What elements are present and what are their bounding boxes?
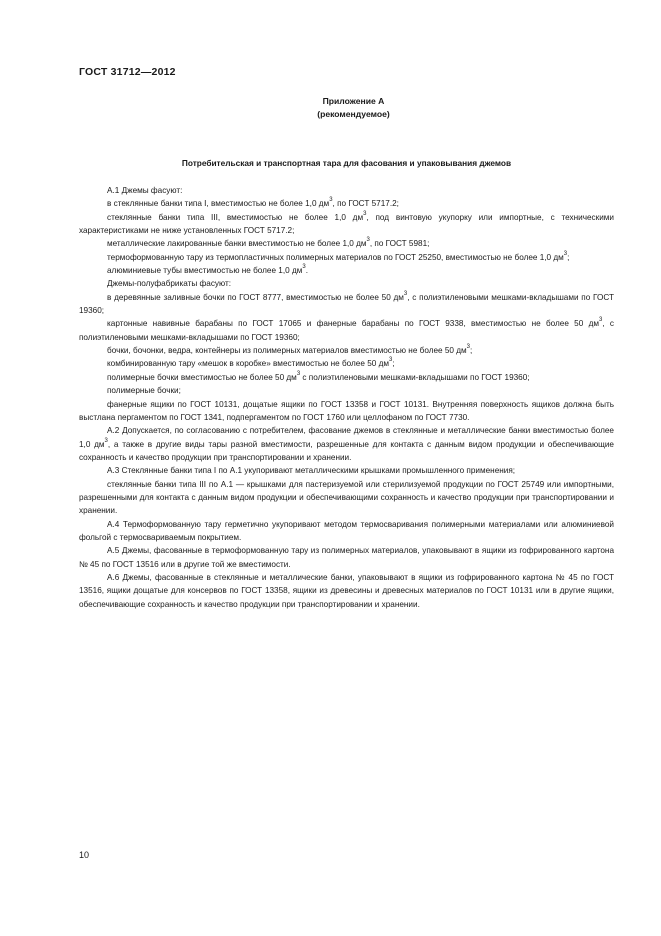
paragraph: стеклянные банки типа III, вместимостью не более 1,0 $дм^3$, под винтовую укупорку или импортные, с техническими характеристиками не ниже установленных ГОСТ 5717.2;	[79, 210, 614, 236]
paragraph: А.3 Стеклянные банки типа I по А.1 укупоривают металлическими крышками промышленного применения;	[107, 466, 516, 476]
paragraph: А.2 Допускается, по согласованию с потребителем, фасование джемов в стеклянные и металлические банки вместимостью более 1,0 $дм^3$, а также в другие виды тары разной вместимости, разрешенные для контакта с данным видом продукции и обеспечивающие сохранность и качество продукции при транспортировании и хранении.	[79, 426, 614, 462]
paragraph: А.6 Джемы, фасованные в стеклянные и металлические банки, упаковывают в ящики из гофрированного картона № 45 по ГОСТ 13516, ящики дощатые для консервов по ГОСТ 13358, ящики из древесины и древесных материалов по ГОСТ 10131 или в другие ящики, обеспечивающие сохранность и качество продукции при транспортировании и хранении.	[79, 572, 614, 609]
paragraph: Джемы-полуфабрикаты фасуют:	[107, 279, 232, 289]
appendix-status: (рекомендуемое)	[317, 109, 390, 119]
appendix-heading	[0, 95, 661, 121]
section-title-wrapper	[0, 158, 661, 168]
paragraph: А.5 Джемы, фасованные в термоформованную тару из полимерных материалов, упаковывают в ящики из гофрированного картона № 45 по ГОСТ 13516 или в другие той же вместимости.	[79, 546, 614, 569]
paragraph: алюминиевые тубы вместимостью не более 1,0 $дм^3$.	[107, 264, 308, 276]
paragraph: в стеклянные банки типа I, вместимостью не более 1,0 $дм^3$, по ГОСТ 5717.2;	[107, 197, 399, 209]
appendix-body	[79, 184, 614, 611]
paragraph: А.4 Термоформованную тару герметично укупоривают методом термосваривания полимерными материалами или алюминиевой фольгой с термосвариваемым покрытием.	[79, 519, 614, 542]
paragraph: А.1 Джемы фасуют:	[107, 186, 183, 195]
paragraph: картонные навивные барабаны по ГОСТ 17065 и фанерные барабаны по ГОСТ 9338, вместимостью не более 50 $дм^3$, с полиэтиленовыми мешками-вкладышами по ГОСТ 19360;	[79, 317, 614, 342]
paragraph: полимерные бочки;	[107, 386, 181, 396]
paragraph: комбинированную тару «мешок в коробке» вместимостью не более 50 $дм^3$;	[107, 357, 395, 369]
paragraph: фанерные ящики по ГОСТ 10131, дощатые ящики по ГОСТ 13358 и ГОСТ 10131. Внутренняя поверхность ящиков должна быть выстлана пергаментом по ГОСТ 1341, подпергаментом по ГОСТ 1760 или целлофаном по ГОСТ 7730.	[79, 399, 614, 422]
paragraph: металлические лакированные банки вместимостью не более 1,0 $дм^3$, по ГОСТ 5981;	[107, 237, 430, 249]
paragraph: термоформованную тару из термопластичных полимерных материалов по ГОСТ 25250, вместимостью не более 1,0 $дм^3$;	[107, 250, 570, 262]
paragraph: полимерные бочки вместимостью не более 50 $дм^3$ с полиэтиленовыми мешками-вкладышами по ГОСТ 19360;	[107, 370, 530, 382]
paragraph: в деревянные заливные бочки по ГОСТ 8777, вместимостью не более 50 $дм^3$, с полиэтиленовыми мешками-вкладышами по ГОСТ 19360;	[79, 290, 614, 316]
page-number: 10	[79, 850, 90, 860]
paragraph: стеклянные банки типа III по А.1 — крышками для пастеризуемой или стерилизуемой продукции по ГОСТ 25749 или импортными, разрешенными для контакта с данным видом продукции и обеспечивающими сохранность и качество продукции при транспортировании и хранении.	[79, 479, 614, 516]
appendix-title: Приложение А	[322, 96, 385, 106]
section-title: Потребительская и транспортная тара для фасования и упаковывания джемов	[181, 158, 512, 168]
paragraph: бочки, бочонки, ведра, контейнеры из полимерных материалов вместимостью не более 50 $дм^3$;	[107, 344, 473, 356]
document-header: ГОСТ 31712—2012	[79, 66, 176, 78]
